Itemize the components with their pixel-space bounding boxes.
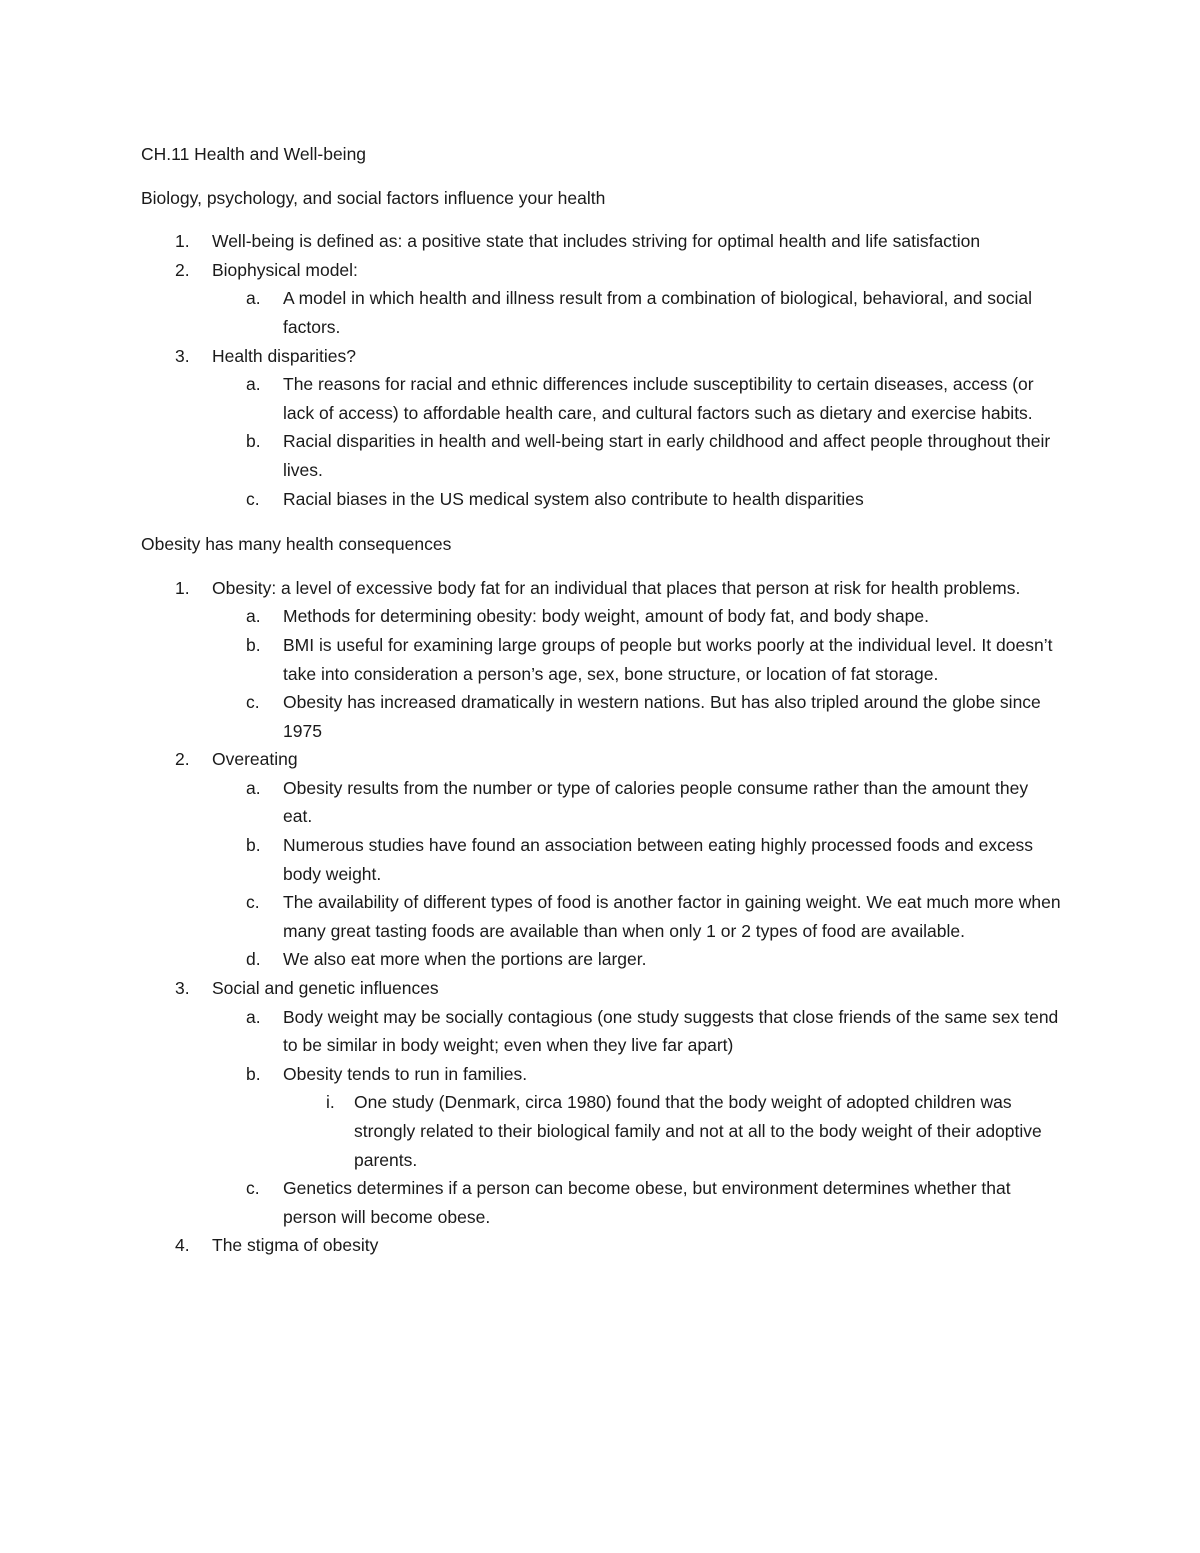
sub-list-item-text: Numerous studies have found an association between eating highly processed foods and excess body weight. xyxy=(283,835,1034,884)
sub-list-item xyxy=(141,427,1061,484)
list-item-text: Well-being is defined as: a positive state that includes striving for optimal health and life satisfaction xyxy=(212,231,981,252)
sub-list-item xyxy=(141,485,1061,514)
sub-list-item xyxy=(141,774,1061,831)
section-obesity xyxy=(141,530,1061,1260)
sub-list-item-text: A model in which health and illness result from a combination of biological, behavioral, and social factors. xyxy=(283,288,1033,337)
sub-list-item xyxy=(141,602,1061,631)
list-item xyxy=(141,974,1061,1231)
sub-list-item-text: Racial biases in the US medical system also contribute to health disparities xyxy=(283,488,864,509)
sub-list-item xyxy=(141,631,1061,688)
document-body xyxy=(141,140,1061,1260)
sub-list-item xyxy=(141,831,1061,888)
sub-list-item-text: We also eat more when the portions are larger. xyxy=(283,949,647,970)
sub-list-item xyxy=(141,284,1061,341)
list-item-text: The stigma of obesity xyxy=(212,1235,379,1256)
sub-list-item-text: Methods for determining obesity: body weight, amount of body fat, and body shape. xyxy=(283,606,929,627)
list-marker: d. xyxy=(246,949,261,970)
sub-list-item-text: The reasons for racial and ethnic differences include susceptibility to certain diseases, access (or lack of access) to affordable health care, and cultural factors such as dietary and exercise habits. xyxy=(283,374,1034,423)
list-item xyxy=(141,1231,1061,1260)
lettered-list xyxy=(141,370,1061,513)
numbered-list xyxy=(141,574,1061,1260)
list-marker: a. xyxy=(246,288,261,309)
sub-list-item xyxy=(141,888,1061,945)
list-marker: 2. xyxy=(175,259,190,280)
list-marker: c. xyxy=(246,692,260,713)
sub-list-item xyxy=(141,688,1061,745)
list-marker: b. xyxy=(246,431,261,452)
numbered-list xyxy=(141,227,1061,513)
list-marker: c. xyxy=(246,488,260,509)
sub-list-item-text: Obesity results from the number or type of calories people consume rather than the amount they eat. xyxy=(283,777,1029,827)
list-marker: 3. xyxy=(175,345,190,366)
list-item-text: Social and genetic influences xyxy=(212,978,439,999)
sub-list-item-text: BMI is useful for examining large groups of people but works poorly at the individual level. It doesn’t take into consideration a person’s age, sex, bone structure, or location of fat storage. xyxy=(283,634,1053,684)
list-item-text: Overeating xyxy=(212,749,298,770)
roman-list xyxy=(141,1088,1061,1174)
list-marker: 4. xyxy=(175,1235,190,1256)
list-item xyxy=(141,745,1061,974)
sub-list-item xyxy=(141,1174,1061,1231)
sub-list-item xyxy=(141,1060,1061,1174)
list-marker: a. xyxy=(246,606,261,627)
sub-list-item xyxy=(141,945,1061,974)
lettered-list xyxy=(141,284,1061,341)
sub-list-item-text: Obesity tends to run in families. xyxy=(283,1063,528,1084)
lettered-list xyxy=(141,1003,1061,1232)
list-marker: 2. xyxy=(175,749,190,770)
sub-sub-list-item-text: One study (Denmark, circa 1980) found that the body weight of adopted children was strongly related to their biological family and not at all to the body weight of their adoptive parents. xyxy=(354,1092,1042,1170)
list-marker: b. xyxy=(246,835,261,856)
list-marker: c. xyxy=(246,892,260,913)
sub-list-item-text: Obesity has increased dramatically in western nations. But has also tripled around the globe since 1975 xyxy=(283,692,1041,741)
list-item xyxy=(141,342,1061,514)
lettered-list xyxy=(141,774,1061,974)
list-item xyxy=(141,574,1061,746)
list-item xyxy=(141,227,1061,256)
section-heading: Obesity has many health consequences xyxy=(141,534,452,555)
list-item-text: Health disparities? xyxy=(212,345,356,366)
list-marker: a. xyxy=(246,777,261,798)
document-title: CH.11 Health and Well-being xyxy=(141,144,367,164)
list-item-text: Biophysical model: xyxy=(212,259,358,280)
sub-list-item-text: Racial disparities in health and well-being start in early childhood and affect people throughout their lives. xyxy=(283,431,1051,480)
list-marker: 1. xyxy=(175,577,190,598)
list-marker: b. xyxy=(246,1063,261,1084)
sub-list-item xyxy=(141,370,1061,427)
sub-sub-list-item xyxy=(141,1088,1061,1174)
sub-list-item-text: The availability of different types of food is another factor in gaining weight. We eat much more when many great tasting foods are available than when only 1 or 2 types of food are available. xyxy=(283,892,1061,941)
section-heading: Biology, psychology, and social factors influence your health xyxy=(141,187,606,208)
list-marker: a. xyxy=(246,374,261,395)
sub-list-item-text: Body weight may be socially contagious (one study suggests that close friends of the same sex tend to be similar in body weight; even when they live far apart) xyxy=(283,1006,1059,1056)
list-marker: c. xyxy=(246,1178,260,1199)
sub-list-item xyxy=(141,1003,1061,1060)
list-marker: a. xyxy=(246,1006,261,1027)
lettered-list xyxy=(141,602,1061,745)
section-biology-psychology xyxy=(141,184,1061,514)
list-marker: 3. xyxy=(175,978,190,999)
list-marker: 1. xyxy=(175,231,190,252)
sub-list-item-text: Genetics determines if a person can become obese, but environment determines whether that person will become obese. xyxy=(283,1178,1011,1227)
list-item-text: Obesity: a level of excessive body fat for an individual that places that person at risk for health problems. xyxy=(212,577,1021,598)
list-marker: b. xyxy=(246,634,261,655)
list-marker: i. xyxy=(326,1092,335,1113)
list-item xyxy=(141,256,1061,342)
